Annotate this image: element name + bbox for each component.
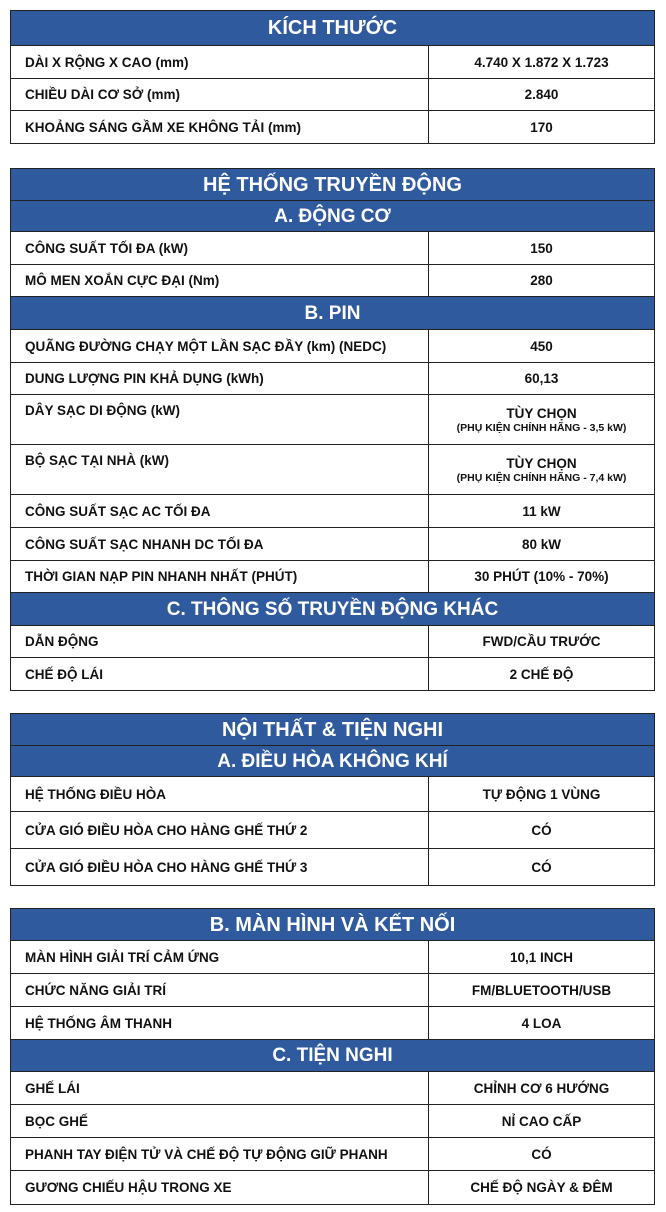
dimensions-header: KÍCH THƯỚC [11, 11, 654, 46]
spec-value: TÙY CHỌN [506, 405, 577, 421]
table-row [11, 1072, 654, 1105]
spec-label: CỬA GIÓ ĐIỀU HÒA CHO HÀNG GHẾ THỨ 3 [11, 849, 429, 885]
spec-label: CỬA GIÓ ĐIỀU HÒA CHO HÀNG GHẾ THỨ 2 [11, 812, 429, 848]
interior-header: NỘI THẤT & TIỆN NGHI [11, 714, 654, 746]
screen-amenities-table [10, 908, 655, 1205]
spec-label: KHOẢNG SÁNG GẦM XE KHÔNG TẢI (mm) [11, 111, 429, 143]
table-row [11, 974, 654, 1007]
table-row [11, 495, 654, 528]
spec-label: BỘ SẠC TẠI NHÀ (kW) [11, 445, 429, 494]
spec-label: QUÃNG ĐƯỜNG CHẠY MỘT LẦN SẠC ĐẦY (km) (NEDC) [11, 330, 429, 362]
spec-label: CÔNG SUẤT TỐI ĐA (kW) [11, 232, 429, 264]
table-row [11, 812, 654, 849]
table-row [11, 232, 654, 265]
table-row [11, 46, 654, 79]
table-row [11, 395, 654, 445]
spec-label: CÔNG SUẤT SẠC AC TỐI ĐA [11, 495, 429, 527]
spec-label: HỆ THỐNG ÂM THANH [11, 1007, 429, 1039]
spec-label: CHẾ ĐỘ LÁI [11, 658, 429, 690]
spec-value: NỈ CAO CẤP [501, 1113, 582, 1129]
screen-subheader: B. MÀN HÌNH VÀ KẾT NỐI [11, 909, 654, 941]
spec-label: DÀI X RỘNG X CAO (mm) [11, 46, 429, 78]
spec-value: 80 kW [521, 536, 562, 552]
table-row [11, 1105, 654, 1138]
spec-label: THỜI GIAN NẠP PIN NHANH NHẤT (PHÚT) [11, 561, 429, 592]
dimensions-table [10, 10, 655, 144]
table-row [11, 626, 654, 658]
spec-label: CHỨC NĂNG GIẢI TRÍ [11, 974, 429, 1006]
spec-value: CÓ [531, 822, 552, 838]
spec-label: DÂY SẠC DI ĐỘNG (kW) [11, 395, 429, 444]
spec-value: CHẾ ĐỘ NGÀY & ĐÊM [470, 1180, 613, 1195]
spec-value: 170 [530, 119, 553, 135]
spec-value: 10,1 INCH [509, 949, 574, 965]
spec-value: CÓ [531, 859, 552, 875]
spec-value: 150 [530, 240, 553, 256]
drivetrain-table [10, 168, 655, 691]
table-row [11, 330, 654, 363]
table-row [11, 941, 654, 974]
drivetrain-header: HỆ THỐNG TRUYỀN ĐỘNG [11, 169, 654, 201]
spec-value: CÓ [531, 1146, 552, 1162]
spec-value: FM/BLUETOOTH/USB [471, 982, 612, 998]
spec-label: GHẾ LÁI [11, 1072, 429, 1104]
battery-subheader: B. PIN [11, 297, 654, 330]
spec-value: TÙY CHỌN [506, 455, 577, 471]
table-row [11, 111, 654, 143]
spec-value-cell [429, 445, 654, 494]
spec-value: 4 LOA [521, 1015, 562, 1031]
spec-label: GƯƠNG CHIẾU HẬU TRONG XE [11, 1171, 429, 1204]
table-row [11, 1171, 654, 1204]
table-row [11, 777, 654, 812]
spec-value: 11 kW [522, 503, 561, 519]
spec-value: 280 [530, 273, 553, 288]
spec-label: HỆ THỐNG ĐIỀU HÒA [11, 777, 429, 811]
table-row [11, 79, 654, 111]
spec-value: 2 CHẾ ĐỘ [509, 666, 574, 682]
spec-label: DUNG LƯỢNG PIN KHẢ DỤNG (kWh) [11, 363, 429, 394]
engine-subheader: A. ĐỘNG CƠ [11, 201, 654, 232]
spec-label: PHANH TAY ĐIỆN TỬ VÀ CHẾ ĐỘ TỰ ĐỘNG GIỮ PHANH [11, 1138, 429, 1170]
table-row [11, 849, 654, 885]
spec-label: BỌC GHẾ [11, 1105, 429, 1137]
ac-subheader: A. ĐIỀU HÒA KHÔNG KHÍ [11, 746, 654, 777]
spec-value: 450 [530, 338, 553, 354]
spec-value: 4.740 X 1.872 X 1.723 [474, 54, 609, 70]
table-row [11, 528, 654, 561]
spec-note: (PHỤ KIỆN CHÍNH HÃNG - 7,4 kW) [456, 471, 627, 484]
table-row [11, 445, 654, 495]
table-row [11, 1138, 654, 1171]
table-row [11, 658, 654, 690]
spec-value: 30 PHÚT (10% - 70%) [474, 569, 609, 584]
spec-label: CÔNG SUẤT SẠC NHANH DC TỐI ĐA [11, 528, 429, 560]
table-row [11, 265, 654, 297]
amenities-subheader: C. TIỆN NGHI [11, 1040, 654, 1072]
spec-label: DẪN ĐỘNG [11, 626, 429, 657]
interior-table [10, 713, 655, 886]
table-row [11, 561, 654, 593]
spec-value: 60,13 [524, 371, 559, 386]
spec-label: CHIỀU DÀI CƠ SỞ (mm) [11, 79, 429, 110]
spec-value: CHỈNH CƠ 6 HƯỚNG [473, 1080, 610, 1096]
spec-value-cell [429, 395, 654, 444]
other-subheader: C. THÔNG SỐ TRUYỀN ĐỘNG KHÁC [11, 593, 654, 626]
table-row [11, 363, 654, 395]
spec-value: TỰ ĐỘNG 1 VÙNG [482, 786, 601, 802]
spec-label: MÀN HÌNH GIẢI TRÍ CẢM ỨNG [11, 941, 429, 973]
table-row [11, 1007, 654, 1040]
spec-note: (PHỤ KIỆN CHÍNH HÃNG - 3,5 kW) [456, 421, 627, 434]
spec-label: MÔ MEN XOẮN CỰC ĐẠI (Nm) [11, 265, 429, 296]
spec-value: 2.840 [524, 87, 559, 102]
spec-value: FWD/CẦU TRƯỚC [482, 634, 601, 649]
